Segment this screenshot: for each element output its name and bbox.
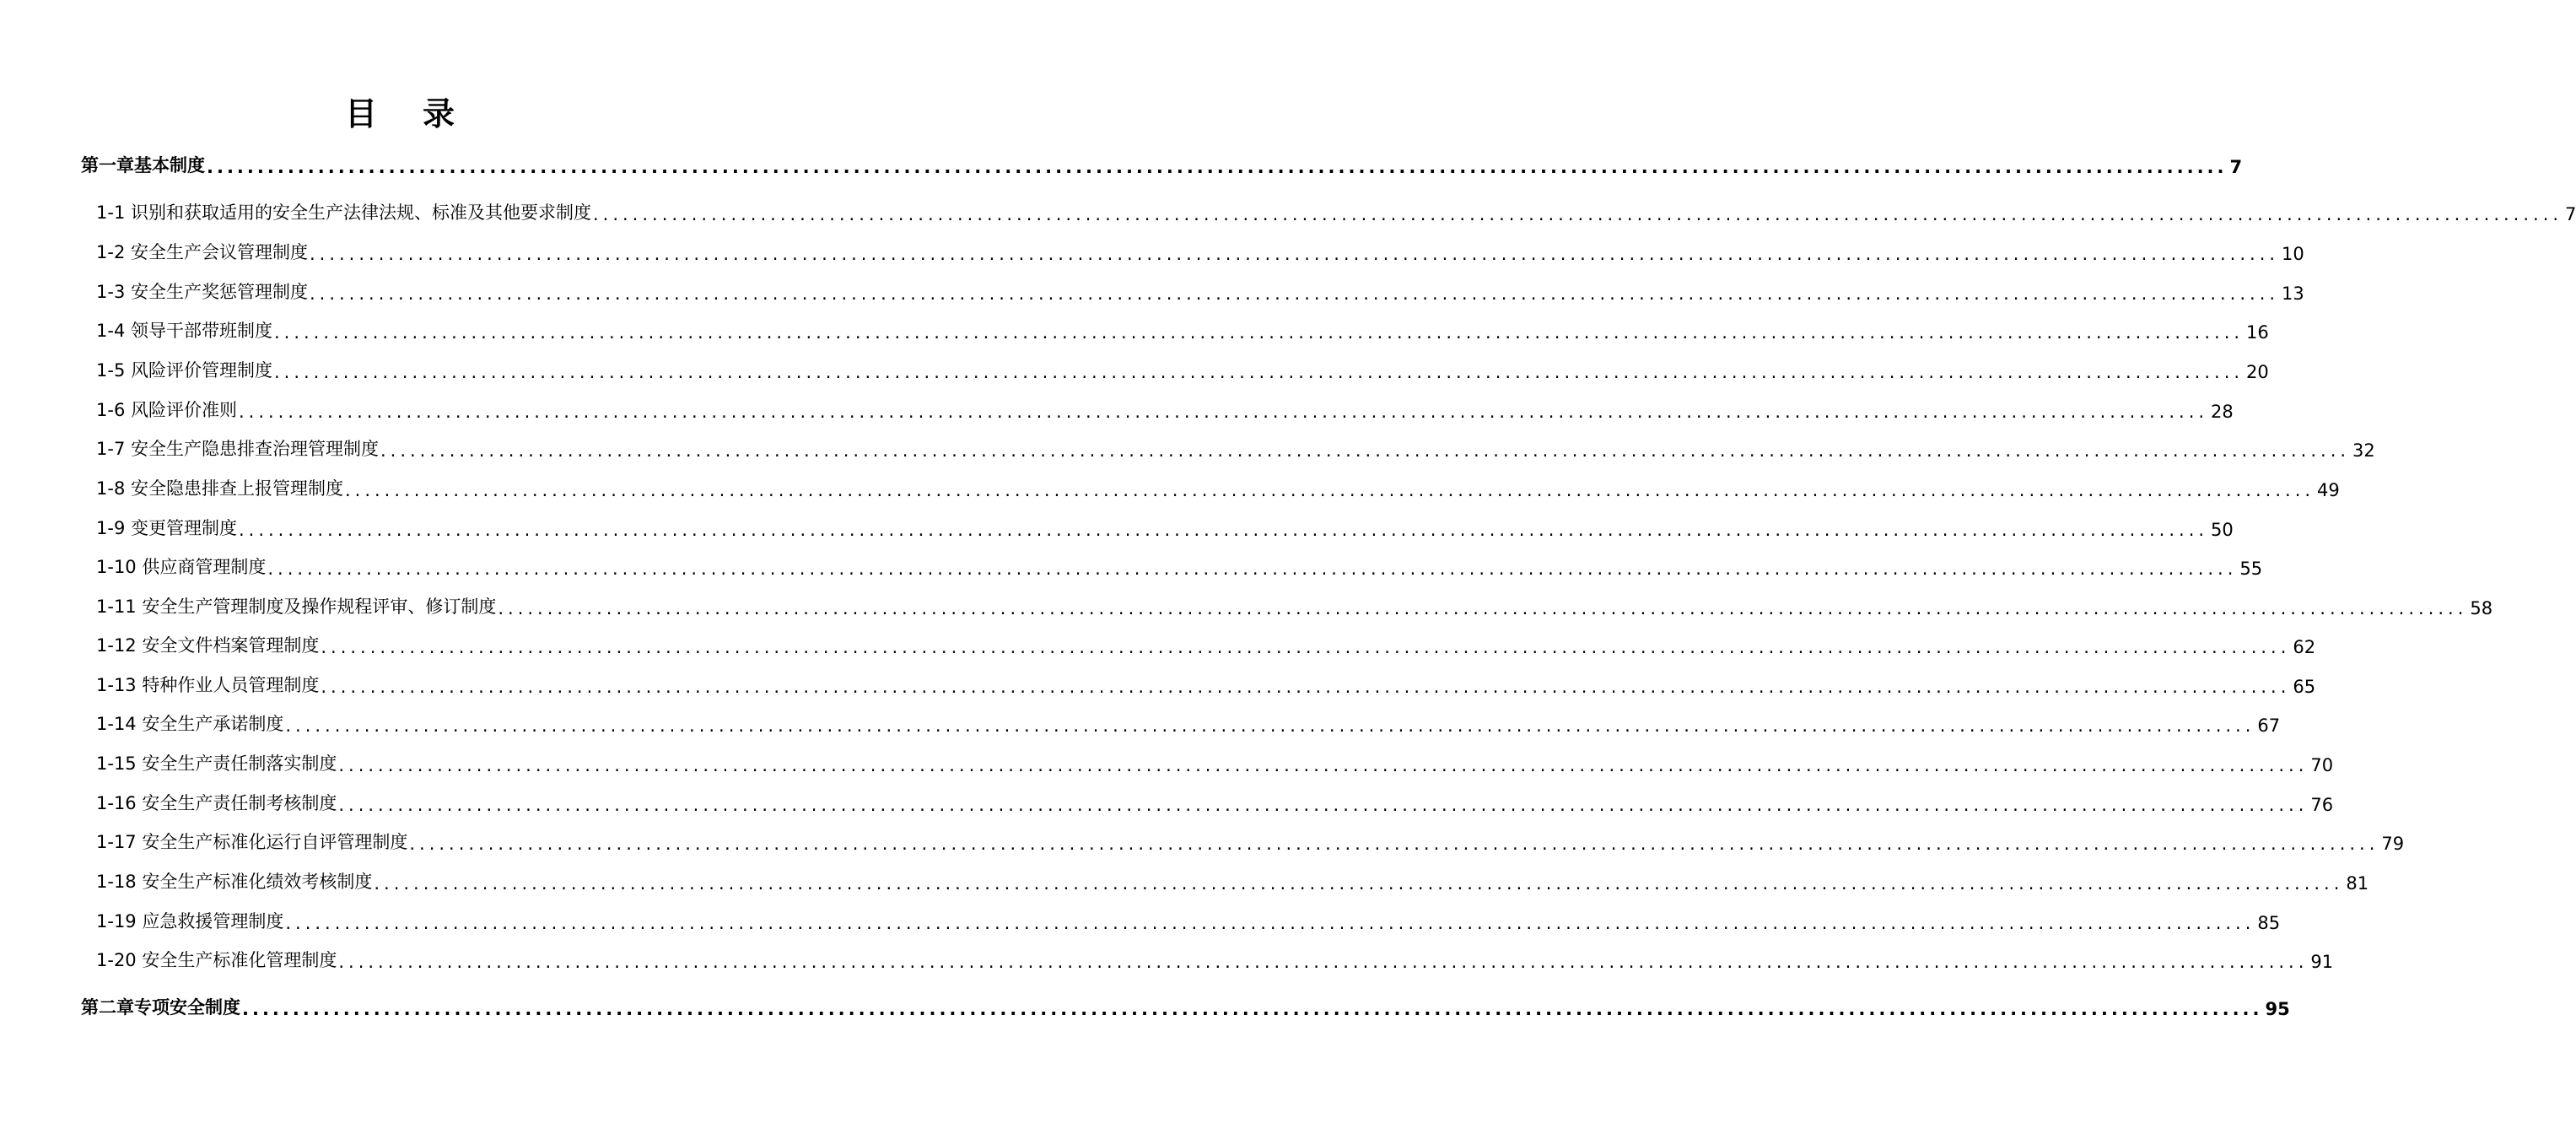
toc-section-entry[interactable]: [96, 397, 2234, 422]
toc-section-entry[interactable]: [96, 554, 2263, 579]
dot-leader: ........................................................................................................................................................................................................: [344, 480, 2315, 500]
toc-page-number: 70: [2310, 755, 2334, 775]
toc-page-number: 85: [2257, 913, 2281, 933]
toc-page-number: 10: [2282, 244, 2304, 264]
toc-page-number: 76: [2310, 795, 2334, 815]
toc-page-number: 55: [2239, 559, 2263, 579]
toc-section-entry[interactable]: [96, 515, 2234, 540]
toc-page-number: 16: [2246, 322, 2269, 343]
toc-page-number: 91: [2310, 952, 2334, 972]
dot-leader: ........................................................................................................................................................................................................: [338, 755, 2309, 775]
dot-leader: ........................................................................................................................................................................................................: [242, 999, 2263, 1019]
toc-entry-label: 1-10 供应商管理制度: [96, 557, 267, 577]
toc-entry-label: 1-4 领导干部带班制度: [96, 321, 272, 341]
dot-leader: ........................................................................................................................................................................................................: [374, 873, 2344, 894]
dot-leader: ........................................................................................................................................................................................................: [309, 284, 2280, 304]
dot-leader: ........................................................................................................................................................................................................: [321, 677, 2291, 697]
toc-entry-label: 1-7 安全生产隐患排查治理管理制度: [96, 439, 379, 459]
dot-leader: ........................................................................................................................................................................................................: [207, 157, 2228, 177]
toc-entry-label: 1-8 安全隐患排查上报管理制度: [96, 478, 343, 499]
toc-page-number: 62: [2293, 637, 2316, 657]
toc-entry-label: 1-11 安全生产管理制度及操作规程评审、修订制度: [96, 597, 497, 617]
toc-page-number: 79: [2381, 834, 2405, 854]
dot-leader: ........................................................................................................................................................................................................: [592, 204, 2563, 224]
toc-entry-label: 1-20 安全生产标准化管理制度: [96, 950, 337, 970]
toc-section-entry[interactable]: [96, 750, 2334, 775]
dot-leader: ........................................................................................................................................................................................................: [285, 716, 2255, 736]
toc-chapter-entry[interactable]: [81, 994, 2290, 1019]
dot-leader: ........................................................................................................................................................................................................: [238, 402, 2209, 422]
dot-leader: ........................................................................................................................................................................................................: [338, 795, 2309, 815]
toc-entry-label: 第二章专项安全制度: [81, 997, 240, 1018]
toc-entry-label: 1-1 识别和获取适用的安全生产法律法规、标准及其他要求制度: [96, 202, 591, 223]
toc-entry-label: 1-19 应急救援管理制度: [96, 911, 284, 932]
title-char-2: 录: [423, 95, 457, 132]
toc-entry-label: 1-13 特种作业人员管理制度: [96, 675, 320, 695]
dot-leader: ........................................................................................................................................................................................................: [409, 834, 2379, 854]
toc-section-entry[interactable]: [96, 829, 2405, 854]
toc-entry-label: 1-18 安全生产标准化绩效考核制度: [96, 872, 373, 892]
title-char-1: 目: [344, 95, 379, 132]
toc-section-entry[interactable]: [96, 357, 2269, 382]
dot-leader: ........................................................................................................................................................................................................: [321, 637, 2291, 657]
toc-section-entry[interactable]: [96, 672, 2316, 697]
toc-entry-label: 1-2 安全生产会议管理制度: [96, 242, 308, 262]
toc-page-number: 7: [2565, 204, 2576, 224]
dot-leader: ........................................................................................................................................................................................................: [380, 440, 2351, 461]
toc-section-entry[interactable]: [96, 632, 2316, 657]
dot-leader: ........................................................................................................................................................................................................: [338, 952, 2309, 972]
toc-page-number: 7: [2229, 157, 2243, 177]
toc-entry-label: 第一章基本制度: [81, 155, 205, 176]
toc-section-entry[interactable]: [96, 790, 2334, 815]
toc-page-number: 95: [2265, 999, 2290, 1019]
dot-leader: ........................................................................................................................................................................................................: [273, 362, 2245, 382]
toc-page-number: 67: [2257, 716, 2281, 736]
toc-page-number: 58: [2470, 598, 2493, 618]
toc-section-entry[interactable]: [96, 868, 2369, 894]
toc-entry-label: 1-5 风险评价管理制度: [96, 360, 272, 381]
toc-chapter-entry[interactable]: [81, 152, 2243, 177]
toc-section-entry[interactable]: [96, 317, 2269, 343]
toc-section-entry[interactable]: [96, 710, 2281, 736]
page-title: [0, 88, 801, 134]
toc-page-number: 50: [2211, 520, 2234, 540]
toc-entry-label: 1-15 安全生产责任制落实制度: [96, 753, 337, 774]
toc-section-entry[interactable]: [96, 278, 2304, 304]
toc-page-number: 32: [2352, 440, 2375, 461]
dot-leader: ........................................................................................................................................................................................................: [238, 520, 2209, 540]
toc-page-number: 20: [2246, 362, 2269, 382]
toc-page-number: 13: [2282, 284, 2304, 304]
toc-section-entry[interactable]: [96, 593, 2493, 618]
toc-entry-label: 1-3 安全生产奖惩管理制度: [96, 282, 308, 302]
dot-leader: ........................................................................................................................................................................................................: [273, 322, 2245, 343]
toc-entry-label: 1-6 风险评价准则: [96, 400, 237, 420]
toc-page-number: 81: [2346, 873, 2369, 894]
toc-section-entry[interactable]: [96, 199, 2576, 224]
toc-page-number: 28: [2211, 402, 2234, 422]
dot-leader: ........................................................................................................................................................................................................: [285, 913, 2255, 933]
toc-section-entry[interactable]: [96, 908, 2281, 933]
toc-entry-label: 1-9 变更管理制度: [96, 518, 237, 538]
dot-leader: ........................................................................................................................................................................................................: [267, 559, 2238, 579]
toc-page-number: 65: [2293, 677, 2316, 697]
toc-entry-label: 1-16 安全生产责任制考核制度: [96, 793, 337, 813]
toc-entry-label: 1-14 安全生产承诺制度: [96, 714, 284, 734]
toc-page-number: 49: [2317, 480, 2340, 500]
toc-section-entry[interactable]: [96, 435, 2375, 461]
toc-section-entry[interactable]: [96, 947, 2334, 972]
toc-entry-label: 1-12 安全文件档案管理制度: [96, 635, 320, 656]
toc-section-entry[interactable]: [96, 239, 2304, 264]
dot-leader: ........................................................................................................................................................................................................: [498, 598, 2468, 618]
toc-section-entry[interactable]: [96, 475, 2340, 500]
dot-leader: ........................................................................................................................................................................................................: [309, 244, 2280, 264]
toc-entry-label: 1-17 安全生产标准化运行自评管理制度: [96, 832, 408, 852]
